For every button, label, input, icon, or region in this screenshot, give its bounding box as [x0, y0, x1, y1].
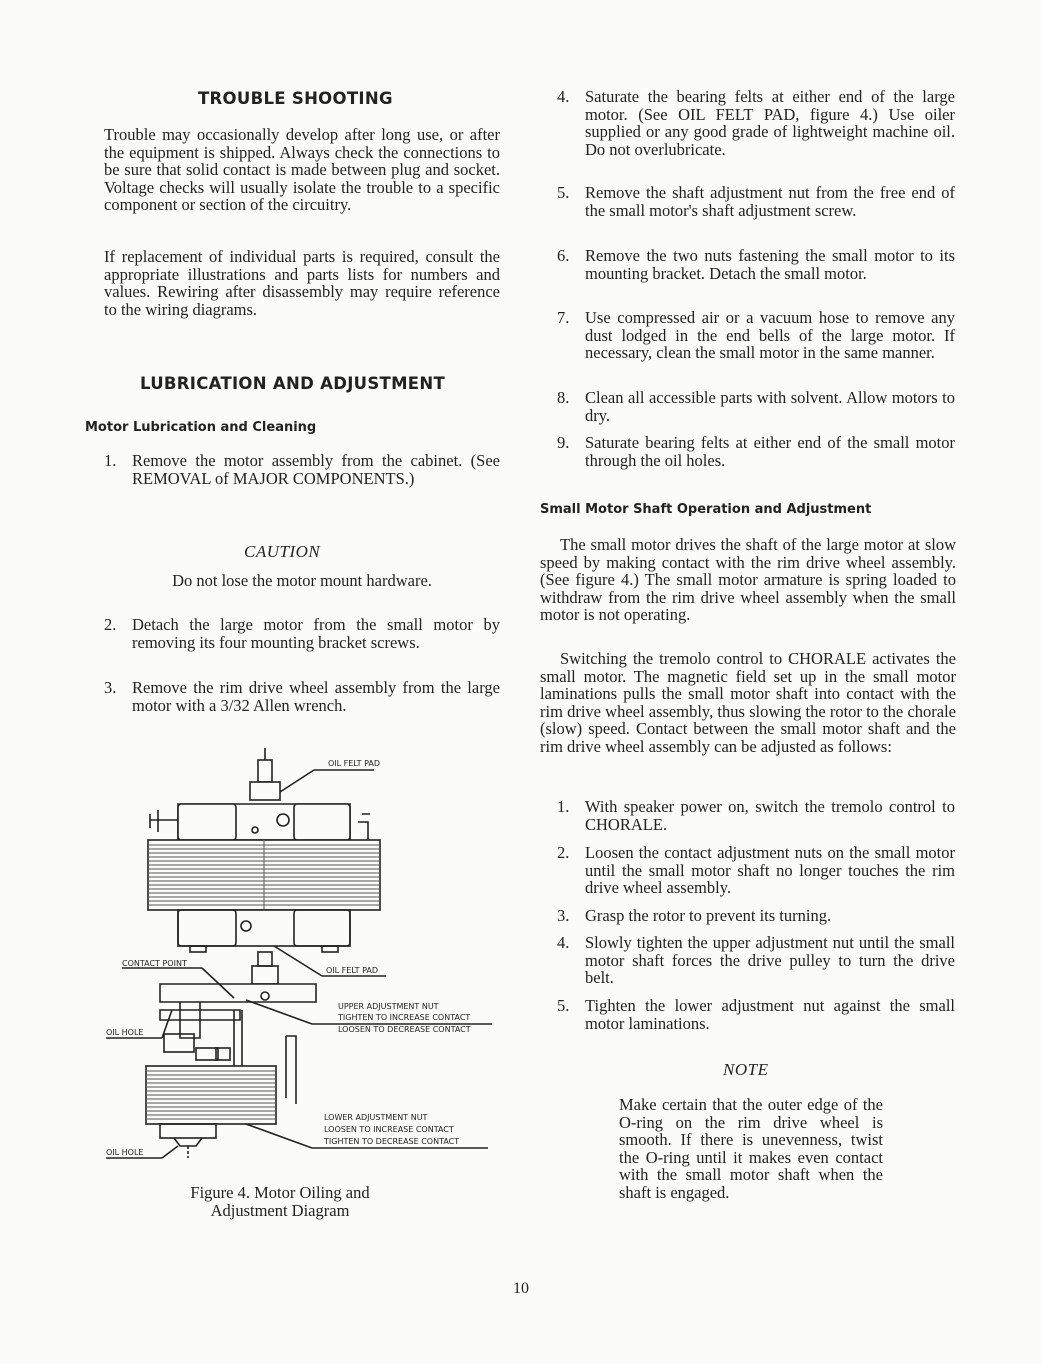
- label-lower-loosen: LOOSEN TO INCREASE CONTACT: [324, 1125, 454, 1134]
- label-upper-tighten: TIGHTEN TO INCREASE CONTACT: [338, 1013, 471, 1022]
- list-item: [557, 88, 957, 178]
- list-item: [104, 452, 500, 506]
- caution-text: Do not lose the motor mount hardware.: [172, 571, 432, 590]
- label-lower-nut: LOWER ADJUSTMENT NUT: [324, 1113, 428, 1122]
- note-text: Make certain that the outer edge of the O-ring on the rim drive wheel is smooth. If there is unevenness, twist the O-ring until it makes even contact with the small motor shaft when the shaft is engaged.: [619, 1095, 883, 1202]
- step-number: 9.: [557, 433, 570, 452]
- step-text: Saturate bearing felts at either end of the small motor through the oil holes.: [585, 433, 955, 470]
- motor-diagram: [100, 748, 500, 1168]
- figure-caption-line-1: Figure 4. Motor Oiling and: [190, 1183, 370, 1202]
- step-number: 5.: [557, 183, 570, 202]
- list-item: [557, 934, 957, 988]
- figure-caption: [140, 1184, 420, 1220]
- list-item: [557, 434, 957, 470]
- list-item: [557, 798, 957, 834]
- small-motor-subheading: Small Motor Shaft Operation and Adjustment: [540, 502, 872, 517]
- figure-caption-line-2: Adjustment Diagram: [210, 1201, 350, 1220]
- note-title: NOTE: [723, 1060, 769, 1079]
- step-text: Detach the large motor from the small motor by removing its four mounting bracket screws.: [132, 615, 500, 652]
- step-number: 2.: [557, 843, 570, 862]
- step-number: 2.: [104, 615, 117, 634]
- trouble-paragraph-2: If replacement of individual parts is required, consult the appropriate illustrations and parts lists for numbers and values. Rewiring after disassembly may require reference to the wiring diagrams.: [104, 247, 500, 319]
- page-number: 10: [513, 1280, 529, 1297]
- step-number: 4.: [557, 87, 570, 106]
- list-item: [557, 184, 957, 238]
- step-number: 8.: [557, 388, 570, 407]
- step-text: Remove the motor assembly from the cabinet. (See REMOVAL of MAJOR COMPONENTS.): [132, 451, 500, 488]
- list-item: [557, 997, 957, 1033]
- step-number: 7.: [557, 308, 570, 327]
- step-number: 3.: [104, 678, 117, 697]
- list-item: [557, 247, 957, 301]
- step-number: 4.: [557, 933, 570, 952]
- step-text: Use compressed air or a vacuum hose to remove any dust lodged in the end bells of the large motor. If necessary, clean the small motor in the same manner.: [585, 308, 955, 362]
- step-text: Grasp the rotor to prevent its turning.: [585, 906, 832, 925]
- list-item: [104, 679, 500, 715]
- list-item: [557, 309, 957, 381]
- motor-lubrication-subheading: Motor Lubrication and Cleaning: [85, 420, 317, 435]
- trouble-paragraph-1: Trouble may occasionally develop after long use, or after the equipment is shipped. Always check the connections to be sure that solid contact is made between plug and socket. Voltage checks will usually isolate the trouble to a specific component or section of the circuitry.: [104, 125, 500, 214]
- step-number: 6.: [557, 246, 570, 265]
- small-motor-paragraph-1: The small motor drives the shaft of the large motor at slow speed by making contact with the rim drive wheel assembly. (See figure 4.) The small motor armature is spring loaded to withdraw from the rim drive wheel assembly when the small motor is not operating.: [540, 535, 956, 624]
- step-text: Saturate the bearing felts at either end of the large motor. (See OIL FELT PAD, figure 4.) Use oiler supplied or any good grade of lightweight machine oil. Do not overlubricate.: [585, 87, 955, 159]
- step-number: 1.: [104, 451, 117, 470]
- label-upper-nut: UPPER ADJUSTMENT NUT: [338, 1002, 439, 1011]
- label-lower-tighten: TIGHTEN TO DECREASE CONTACT: [324, 1137, 460, 1146]
- trouble-shooting-heading: TROUBLE SHOOTING: [198, 89, 393, 108]
- step-number: 1.: [557, 797, 570, 816]
- list-item: [104, 616, 500, 670]
- label-oil-felt-pad-top: OIL FELT PAD: [328, 759, 381, 768]
- label-oil-hole-1: OIL HOLE: [106, 1028, 144, 1037]
- lubrication-heading: LUBRICATION AND ADJUSTMENT: [140, 374, 446, 393]
- label-oil-felt-pad-mid: OIL FELT PAD: [326, 966, 379, 975]
- label-oil-hole-2: OIL HOLE: [106, 1148, 144, 1157]
- step-text: Remove the rim drive wheel assembly from the large motor with a 3/32 Allen wrench.: [132, 678, 500, 715]
- list-item: [557, 844, 957, 898]
- caution-title: CAUTION: [244, 542, 321, 561]
- step-text: Clean all accessible parts with solvent. Allow motors to dry.: [585, 388, 955, 425]
- step-text: Remove the two nuts fastening the small motor to its mounting bracket. Detach the small motor.: [585, 246, 955, 283]
- step-text: Loosen the contact adjustment nuts on the small motor until the small motor shaft no longer touches the rim drive wheel assembly.: [585, 843, 955, 897]
- step-text: Remove the shaft adjustment nut from the free end of the small motor's shaft adjustment screw.: [585, 183, 955, 220]
- step-text: Slowly tighten the upper adjustment nut until the small motor shaft forces the drive pulley to turn the drive belt.: [585, 933, 955, 987]
- list-item: [557, 907, 957, 925]
- label-upper-loosen: LOOSEN TO DECREASE CONTACT: [338, 1025, 471, 1034]
- step-text: With speaker power on, switch the tremolo control to CHORALE.: [585, 797, 955, 834]
- label-contact-point: CONTACT POINT: [122, 959, 187, 968]
- step-number: 3.: [557, 906, 570, 925]
- step-number: 5.: [557, 996, 570, 1015]
- small-motor-paragraph-2: Switching the tremolo control to CHORALE activates the small motor. The magnetic field set up in the small motor laminations pulls the small motor shaft into contact with the rim drive wheel assembly, thus slowing the rotor to the chorale (slow) speed. Contact between the small motor shaft and the rim drive wheel assembly can be adjusted as follows:: [540, 649, 956, 756]
- step-text: Tighten the lower adjustment nut against the small motor laminations.: [585, 996, 955, 1033]
- list-item: [557, 389, 957, 425]
